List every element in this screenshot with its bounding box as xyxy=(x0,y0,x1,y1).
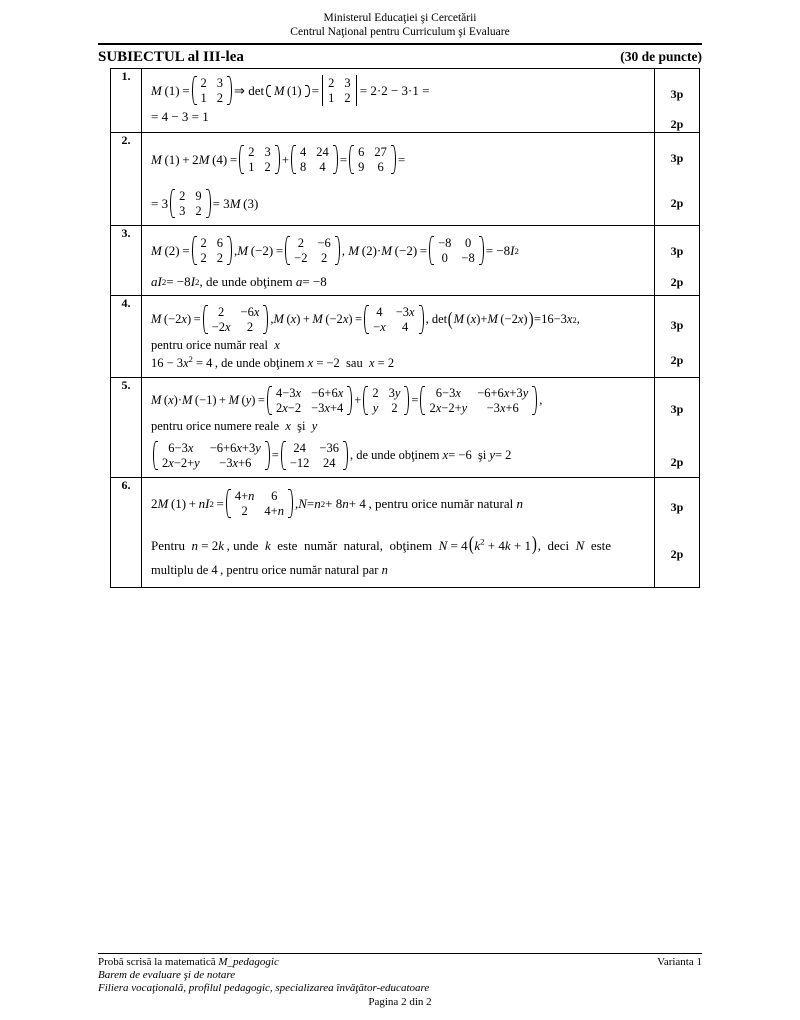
subject-heading-row xyxy=(98,49,702,66)
table-row xyxy=(111,69,700,133)
table-row xyxy=(111,378,700,478)
points-value: 2p xyxy=(670,117,684,131)
solution-line: Pentru n = 2k , unde k este număr natural, obţinem $N = 4(k^2 + 4k + 1)$, deci N este xyxy=(151,533,612,555)
page-title: SUBIECTUL al III-lea xyxy=(98,49,244,65)
solution-line: M (−2 x ) = 2 −6x −2x 2 , M ( x ) + M (−2 x ) = 4 −3x −x 4 , det ( M ( x )+ M (−2 x ) ) =16−3 x 2 , xyxy=(151,305,580,334)
table-row xyxy=(111,296,700,378)
points-value: 3p xyxy=(670,244,684,258)
solution-line: pentru orice număr real x xyxy=(151,338,280,352)
points-value: 2p xyxy=(670,196,684,210)
row-points xyxy=(655,226,700,296)
footer-line-1 xyxy=(98,954,702,969)
footer-variant: Varianta 1 xyxy=(657,956,702,968)
solution-line: pentru orice numere reale x şi y xyxy=(151,419,318,433)
row-number: 5. xyxy=(111,378,142,478)
solution-line: 6−3x −6+6x+3y 2x−2+y −3x+6 = 24 −36 −12 24 , de unde obţinem x = −6 şi y = 2 xyxy=(151,440,648,471)
row-solution xyxy=(142,133,655,226)
row-number: 1. xyxy=(111,69,142,133)
row-points xyxy=(655,69,700,133)
solution-line: M (1) = 2 3 1 2 ⇒ det M (1) = 2 3 1 2 = 2·2 − 3·1 = xyxy=(151,76,430,105)
table-row xyxy=(111,478,700,588)
row-points xyxy=(655,133,700,226)
solution-line: M ( x )· M (−1) + M ( y ) = 4−3x −6+6x 2x−2 −3x+4 + 2 3y y 2 = 6−3x −6+6x+3y 2x−2+y −3x+6 , xyxy=(151,386,543,415)
row-number: 6. xyxy=(111,478,142,588)
points-value: 2p xyxy=(670,353,684,367)
solution-line: $16 - 3x^2 = 4$ , de unde obţinem x = −2 sau x = 2 xyxy=(151,353,395,370)
points-value: 2p xyxy=(670,275,684,289)
solution-line: 2 M (1) + nI 2 = 4+n 6 2 4+n , N = n 2 + 8 n + 4 , pentru orice număr natural n xyxy=(151,489,523,518)
solution-line: = 3 2 9 3 2 = 3 M (3) xyxy=(151,189,259,218)
row-points xyxy=(655,478,700,588)
footer-line-2: Barem de evaluare şi de notare xyxy=(98,969,236,981)
row-points xyxy=(655,378,700,478)
document-footer xyxy=(98,953,702,1008)
table-row xyxy=(111,226,700,296)
footer-line-3: Filiera vocaţională, profilul pedagogic, specializarea învăţător-educatoare xyxy=(98,982,430,994)
row-solution xyxy=(142,296,655,378)
points-value: 2p xyxy=(670,455,684,469)
points-value: 3p xyxy=(670,151,684,165)
footer-page-number: Pagina 2 din 2 xyxy=(368,996,432,1008)
solution-line: = 4 − 3 = 1 xyxy=(151,109,209,124)
row-number: 2. xyxy=(111,133,142,226)
subject-total-points: (30 de puncte) xyxy=(620,49,702,64)
header-divider xyxy=(98,43,702,45)
footer-exam-label: Probă scrisă la matematică M_pedagogic xyxy=(98,956,279,968)
points-value: 2p xyxy=(670,547,684,561)
row-points xyxy=(655,296,700,378)
points-value: 3p xyxy=(670,318,684,332)
solution-line: M (2) = 2 6 2 2 , M (−2) = 2 −6 −2 2 , M (2)· M (−2) = −8 0 0 −8 = −8 I 2 xyxy=(151,236,519,265)
grading-scheme-table xyxy=(110,68,700,588)
row-number: 4. xyxy=(111,296,142,378)
row-solution xyxy=(142,478,655,588)
points-value: 3p xyxy=(670,87,684,101)
footer-exam-code: M_pedagogic xyxy=(218,956,279,968)
points-value: 3p xyxy=(670,402,684,416)
row-number: 3. xyxy=(111,226,142,296)
ministry-line-1: Ministerul Educaţiei şi Cercetării xyxy=(323,12,477,24)
document-header xyxy=(0,0,800,39)
row-solution xyxy=(142,69,655,133)
solution-line: M (1) + 2 M (4) = 2 3 1 2 + 4 24 8 4 = 6 27 9 6 = xyxy=(151,145,406,174)
points-value: 3p xyxy=(670,500,684,514)
solution-line: multiplu de 4 , pentru orice număr natural par n xyxy=(151,563,388,577)
ministry-line-2: Centrul Naţional pentru Curriculum şi Evaluare xyxy=(290,25,510,38)
solution-line: aI 2 = −8 I 2 , de unde obţinem a = −8 xyxy=(151,274,327,289)
row-solution xyxy=(142,226,655,296)
table-row xyxy=(111,133,700,226)
row-solution xyxy=(142,378,655,478)
